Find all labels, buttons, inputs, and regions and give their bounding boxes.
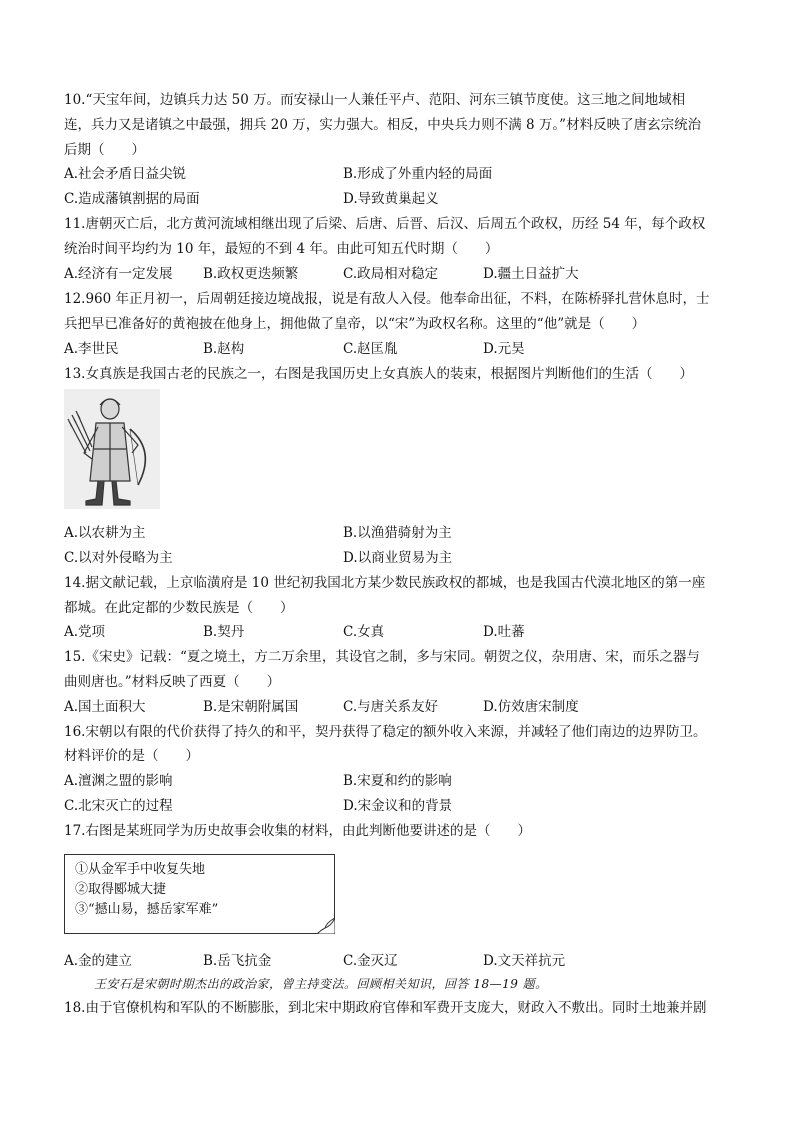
q17-option-d[interactable]: D.文天祥抗元: [483, 953, 566, 969]
section-note: 王安石是宋朝时期杰出的政治家，曾主持变法。回顾相关知识，回答 18—19 题。: [94, 977, 548, 991]
q12-option-c[interactable]: C.赵匡胤: [343, 341, 398, 357]
q15-option-a[interactable]: A.国土面积大: [64, 699, 146, 715]
q16-option-a[interactable]: A.澶渊之盟的影响: [64, 773, 173, 789]
q17-material-item-3: ③“撼山易，撼岳家军难”: [75, 902, 219, 917]
q15-option-d[interactable]: D.仿效唐宋制度: [483, 699, 579, 715]
q11-stem-line2: 统治时间平均约为 10 年，最短的不到 4 年。由此可知五代时期（ ）: [64, 241, 499, 257]
q12-stem-line1: 12.960 年正月初一，后周朝廷接边境战报，说是有敌人入侵。他奉命出征，不料，在陈桥驿扎营休息时，士: [64, 291, 710, 307]
q15-stem-line2: 曲则唐也。”材料反映了西夏（ ）: [64, 674, 281, 690]
q17-option-a[interactable]: A.金的建立: [64, 953, 133, 969]
q12-option-b[interactable]: B.赵构: [203, 341, 245, 357]
q10-option-b[interactable]: B.形成了外重内轻的局面: [343, 166, 493, 182]
q15-option-c[interactable]: C.与唐关系友好: [343, 699, 439, 715]
q17-option-b[interactable]: B.岳飞抗金: [203, 953, 272, 969]
q11-option-a[interactable]: A.经济有一定发展: [64, 266, 173, 282]
page-curl-icon: [317, 918, 335, 934]
q10-stem-line1: 10.“天宝年间，边镇兵力达 50 万。而安禄山一人兼任平卢、范阳、河东三镇节度使。这三地之间地域相: [64, 92, 686, 108]
q14-option-c[interactable]: C.女真: [343, 624, 385, 640]
q17-material-item-1: ①从金军手中收复失地: [75, 862, 206, 877]
q10-option-c[interactable]: C.造成藩镇割据的局面: [64, 191, 200, 207]
q12-option-d[interactable]: D.元昊: [483, 341, 525, 357]
q16-stem-line1: 16.宋朝以有限的代价获得了持久的和平，契丹获得了稳定的额外收入来源，并减轻了他们南边的边界防卫。: [64, 724, 707, 740]
q16-stem-line2: 材料评价的是（ ）: [64, 748, 199, 764]
q10-option-d[interactable]: D.导致黄巢起义: [343, 191, 439, 207]
q10-stem-line2: 连，兵力又是诸镇之中最强，拥兵 20 万，实力强大。相反，中央兵力则不满 8 万。”材料反映了唐玄宗统治: [64, 117, 702, 133]
q11-stem-line1: 11.唐朝灭亡后，北方黄河流域相继出现了后梁、后唐、后晋、后汉、后周五个政权，历经 54 年，每个政权: [64, 216, 706, 232]
q17-material-item-2: ②取得郾城大捷: [75, 882, 167, 897]
q14-option-d[interactable]: D.吐蕃: [483, 624, 525, 640]
q13-stem-line1: 13.女真族是我国古老的民族之一，右图是我国历史上女真族人的装束，根据图片判断他们的生活（ ）: [64, 366, 693, 382]
q14-option-a[interactable]: A.党项: [64, 624, 106, 640]
q14-option-b[interactable]: B.契丹: [203, 624, 245, 640]
q10-option-a[interactable]: A.社会矛盾日益尖锐: [64, 166, 187, 182]
q11-option-b[interactable]: B.政权更迭频繁: [203, 266, 299, 282]
q13-option-d[interactable]: D.以商业贸易为主: [343, 550, 453, 566]
q18-stem-line1: 18.由于官僚机构和军队的不断膨胀，到北宋中期政府官俸和军费开支庞大，财政入不敷出。同时土地兼并剧: [64, 1000, 707, 1016]
q15-option-b[interactable]: B.是宋朝附属国: [203, 699, 299, 715]
q17-stem-line1: 17.右图是某班同学为历史故事会收集的材料，由此判断他要讲述的是（ ）: [64, 823, 531, 839]
q16-option-c[interactable]: C.北宋灭亡的过程: [64, 798, 173, 814]
q13-option-b[interactable]: B.以渔猎骑射为主: [343, 525, 452, 541]
q13-option-a[interactable]: A.以农耕为主: [64, 525, 146, 541]
q11-option-c[interactable]: C.政局相对稳定: [343, 266, 439, 282]
q10-stem-line3: 后期（ ）: [64, 142, 145, 158]
q16-option-d[interactable]: D.宋金议和的背景: [343, 798, 453, 814]
q11-option-d[interactable]: D.疆土日益扩大: [483, 266, 579, 282]
q14-stem-line2: 都城。在此定都的少数民族是（ ）: [64, 600, 294, 616]
q14-stem-line1: 14.据文献记载，上京临潢府是 10 世纪初我国北方某少数民族政权的都城，也是我国古代漠北地区的第一座: [64, 575, 706, 591]
q17-option-c[interactable]: C.金灭辽: [343, 953, 398, 969]
q13-option-c[interactable]: C.以对外侵略为主: [64, 550, 173, 566]
q12-option-a[interactable]: A.李世民: [64, 341, 119, 357]
q16-option-b[interactable]: B.宋夏和约的影响: [343, 773, 452, 789]
q15-stem-line1: 15.《宋史》记载：“夏之境土，方二万余里，其设官之制，多与宋同。朝贺之仪，杂用唐、宋，而乐之器与: [64, 649, 700, 665]
q17-material-box: [64, 854, 335, 934]
jurchen-warrior-drawing: [64, 389, 160, 509]
jurchen-warrior-image: [64, 389, 160, 509]
q12-stem-line2: 兵把早已准备好的黄袍披在他身上，拥他做了皇帝，以“宋”为政权名称。这里的“他”就是（ ）: [64, 316, 646, 332]
